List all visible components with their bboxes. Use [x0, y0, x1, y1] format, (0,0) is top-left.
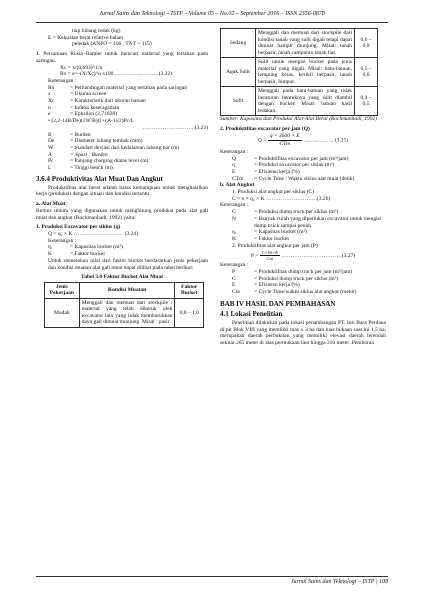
keterangan-label: Keterangan :: [48, 77, 77, 84]
definition-row: L = Tinggi bench (m): [48, 165, 113, 172]
cell-kondisi: Menggali dan memuat dari stockpile / material yang telah dikeruk oleh excavator lain yang tidak membutuhkan daya gali dimuat munjung. Misal : pasir.: [79, 298, 175, 327]
fraction: $\frac{q \times 3600 \times E}{\text{CTm}}$: [269, 133, 300, 148]
right-column: [220, 28, 386, 347]
subsection-heading: 4.1 Lokasi Penelitian: [220, 309, 283, 318]
n-formula: • (2,2-14B/De)(1W/B)(1+(A-1)/2)Pc/L: [48, 118, 134, 125]
page-footer: Jurnal Sains dan Teknologi – ISTP | 108: [36, 576, 388, 587]
section-heading: 3.6.4 Produktivitas Alat Muat Dan Angkut: [36, 174, 163, 183]
definition-row: q₁ = Kapasitas bucket (m³): [232, 229, 307, 236]
definition-row: W = Standart deviasi dari kedalaman lubang bor (m): [48, 144, 180, 151]
cell-kondisi: Sulit untuk mengisi bucket pada jenis material yang digali. Misal: batu-batuan, lempung keras, kerikil berpasir, tanah berpasir, lumpur.: [256, 58, 355, 87]
left-column: [36, 28, 208, 328]
alat-muat-heading: a. Alat Muat: [36, 201, 66, 208]
keterangan-label: Keterangan :: [220, 148, 249, 155]
excavator-productivity-heading: 2. Produktifitas excavator per jam (Q): [220, 125, 310, 132]
column-header: Faktor Bucket: [175, 282, 204, 298]
definition-row: E = Efisiensi kerja (%): [232, 282, 300, 289]
definition-row: K = Faktor bucket: [48, 251, 105, 258]
cell-faktor: 0,6 – 0,8: [355, 29, 378, 58]
definition-row: q₁ = Kapasitas bucket (m³): [48, 244, 123, 251]
haul-productivity-heading: 2. Produktifitas alat angkut per jam (P): [232, 242, 318, 249]
fraction: $\frac{C\times 60\times E}{\text{Cta}}$: [261, 250, 278, 262]
cell-kondisi: Menggali dan memuat dari stockpile dari kondisi tanah yang sulit digali tetapi dapat dimuat hampir munjung. Misal: tanah berpasir, tanah campuran tanah liat.: [256, 29, 355, 58]
definition-row: q = Produksi excavator per siklus (m³): [232, 162, 335, 169]
table-row: [221, 87, 378, 116]
definition-row: Q = Produktifitas excavator per jam (m³/jam): [232, 155, 349, 162]
production-equation: Q = q₁ × K ……………………… (3.24): [48, 230, 138, 237]
definition-row: n = Indeks keseragaman: [48, 104, 120, 111]
table-header-row: [45, 282, 204, 298]
haul-production-equation: C = n × q₁ × K ……………………….(3.26): [232, 195, 331, 202]
section-paragraph: Produktifitas alat berat adalah batas kemampuan untuk menghasilkan kerja (produksi) dengan situasi dan kondisi tertentu .: [36, 184, 208, 198]
definition-row: Pc = Panjang charging diatas level (m): [48, 158, 149, 165]
cell-faktor: 0,5 – 0,6: [355, 58, 378, 87]
bucket-factor-table-continued: [220, 28, 378, 116]
definition-row: C = Produksi dump truck per siklus (m³): [232, 209, 339, 216]
keterangan-label: Keterangan :: [220, 262, 249, 269]
definition-row: x = Ukuran screen: [48, 91, 107, 98]
rosin-equation-2: Rx = e^–(X/Xc)^n x100 ……………………(3.22): [60, 71, 172, 78]
table-row: [221, 58, 378, 87]
text-line: tiap lubang ledak (kg): [72, 28, 121, 34]
cell-jenis: Mudah: [45, 298, 80, 327]
cell-kondisi: Menggali pada batu-batuan yang tidak beraturan bentuknya yang sulit diambil dengan bucket. Misal: batuan hasil ledakan.: [256, 87, 355, 116]
definition-row: Cta = Cycle Time/waktu siklus alat angkut (menit): [232, 289, 357, 296]
haul-production-definitions: [220, 209, 386, 243]
cell-jenis: Sedang: [221, 29, 256, 58]
rosin-definitions: [36, 85, 208, 119]
haul-production-heading: 1. Produksi alat angkut per siklus (C): [232, 189, 315, 196]
cell-faktor: 0,4 – 0,5: [355, 87, 378, 116]
table-row: [221, 29, 378, 58]
text-line: peledak (ANFO = 100 , TNT = 115): [72, 41, 152, 48]
bucket-factor-table: [44, 282, 204, 328]
rosin-equation-1: Xc = x/(0,693)^1/n: [60, 64, 103, 71]
table-caption: Tabel 3.6 Faktor Bucket Alat Muat: [81, 274, 163, 281]
definition-row: P = Produktifitas dump truck per jam (m³/jam): [232, 269, 353, 276]
alat-muat-paragraph: Rumus umum yang digunakan untuk menghitung produksi pada alat gali muat dan angkut (Rochmanhadi, 1992) yaitu:: [36, 207, 208, 221]
definition-row: N = Banyak curah yang diperlukan excavator untuk mengisi dump truck sampai penuh: [232, 215, 382, 229]
haul-productivity-definitions: [220, 269, 386, 296]
production-definitions: [36, 244, 208, 257]
production-paragraph: Untuk menetukan nilai dari faktor bucket berdasarkan jenis pekerjaan dan kondisi muatan alat gali muat dapat dilihat pada tabel berikut:: [48, 257, 208, 271]
definition-row: K = Faktor bucket: [232, 235, 289, 242]
haul-formula: P = $\frac{C\times 60\times E}{\text{Cta}}$ ……………………………(3.27): [250, 250, 356, 262]
cell-jenis: Agak Sulit: [221, 58, 256, 87]
keterangan-label: Keterangan :: [48, 237, 77, 244]
definition-row: C = Produksi dump truck per siklus (m³): [232, 275, 339, 282]
column-header: Jenis Pekerjaan: [45, 282, 80, 298]
definition-row: De = Diameter lubang tembak (mm): [48, 138, 143, 145]
n-formula-number: ………………………..(3.23): [142, 124, 208, 131]
chapter-paragraph: Penelitian dilakukan pada lokasi penambangan PT. Inti Bara Perdana di pit Blok VIII yang memiliki luas ± 3 ha dan luas bukaan saat ini 1,5 ha, merupakan daerah perbukitan yang memiliki elevasi daerah terendah sekitar 265 meter di atas permukaan laut hingga 310 meter .Pemboran: [220, 319, 386, 346]
definition-row: CTm = Cycle Time / Waktu siklus alat muat (detik): [232, 175, 355, 182]
text-line: E = Kekuatan berat relative bahan: [48, 34, 124, 41]
definition-row: Rx = Perbandingan material yang tertahan pada saringan: [48, 84, 188, 91]
rosin-title: 1. Persamaan Rosin–Ramler untuk mencari material yang tertahan pada saringan.: [36, 51, 208, 64]
definition-row: Xc = Karakteristik dari ukuran batuan: [48, 98, 146, 105]
alat-angkut-heading: b. Alat Angkut: [220, 182, 255, 189]
excavator-definitions: [220, 156, 386, 183]
column-header: Kondisi Muatan: [79, 282, 175, 298]
production-heading: 1. Produksi Excavator per siklus (q): [36, 224, 121, 231]
definition-row: e = Ephsilon (2,71828): [48, 111, 117, 118]
definition-row: A = Spasi : Burden: [48, 151, 108, 158]
cell-jenis: Sulit: [221, 87, 256, 116]
chapter-heading: BAB IV HASIL DAN PEMBAHASAN: [220, 299, 336, 308]
n-definitions: [36, 132, 208, 172]
keterangan-label: Keterangan :: [220, 202, 249, 209]
definition-row: B = Burden: [48, 131, 91, 138]
table-row: [45, 298, 204, 327]
definition-row: E = Efisiensi kerja (%): [232, 168, 300, 175]
table-source: Sumber: Kapasitas dan Produksi Alat-Alat Berat (Rochmanhadi, 1992): [220, 116, 378, 122]
excavator-formula: Q = $\frac{q \times 3600 \times E}{\text{CTm}}$ …………….. (3.25): [257, 133, 349, 148]
cell-faktor: 0,8 – 1,0: [175, 298, 204, 327]
running-header: Jurnal Sains dan Teknologi – ISTP – Volume 05 – No.02 – September 2016 – ISSN 2356-0878: [36, 8, 388, 23]
